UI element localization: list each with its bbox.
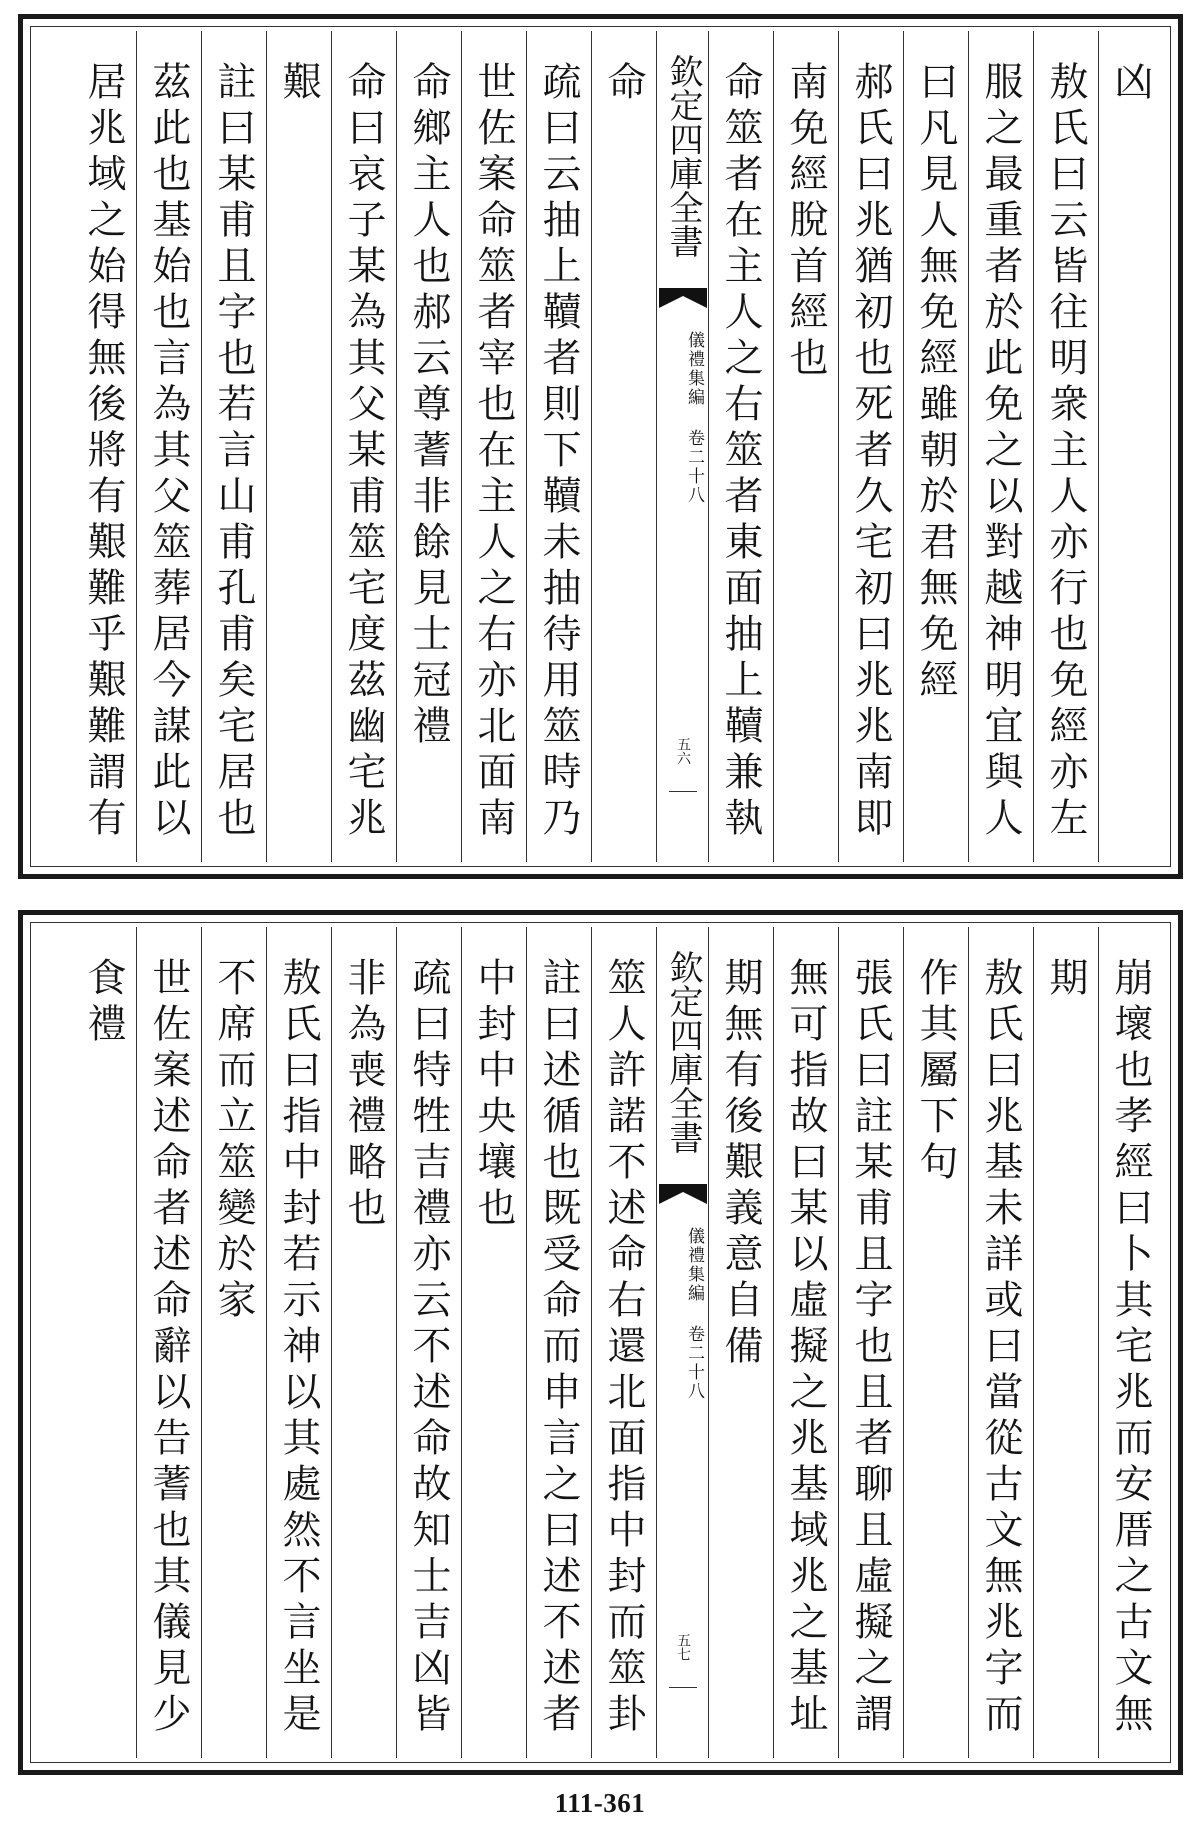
text-column: 命筮者在主人之右筮者東面抽上韇兼執 xyxy=(708,31,773,862)
banner-page-number: 五六 xyxy=(675,737,691,765)
text-column: 艱 xyxy=(266,31,331,862)
text-column: 南免經脫首經也 xyxy=(773,31,838,862)
text-column: 郝氏曰兆猶初也死者久宅初曰兆兆南即 xyxy=(838,31,903,862)
fishtail-ornament-icon xyxy=(657,286,709,316)
banner-subtitle: 儀禮集編 卷二十八 xyxy=(684,331,704,505)
banner-rule xyxy=(669,791,697,792)
text-column: 中封中央壤也 xyxy=(461,927,526,1758)
text-column: 註曰述循也既受命而申言之曰述不述者 xyxy=(526,927,591,1758)
text-column: 疏曰云抽上韇者則下韇未抽待用筮時乃 xyxy=(526,31,591,862)
text-column: 崩壞也孝經曰卜其宅兆而安厝之古文無 xyxy=(1098,927,1163,1758)
text-column: 敖氏曰云皆往明衆主人亦行也免經亦左 xyxy=(1033,31,1098,862)
text-column: 非為喪禮略也 xyxy=(331,927,396,1758)
text-column: 敖氏曰兆基未詳或曰當從古文無兆字而 xyxy=(968,927,1033,1758)
text-column: 命曰哀子某為其父某甫筮宅度茲幽宅兆 xyxy=(331,31,396,862)
page-footer-number: 111-361 xyxy=(554,1788,646,1818)
fishtail-ornament-icon xyxy=(657,1182,709,1212)
text-column: 註曰某甫且字也若言山甫孔甫矣宅居也 xyxy=(201,31,266,862)
text-column: 居兆域之始得無後將有艱難乎艱難謂有 xyxy=(81,61,126,843)
text-column: 食禮 xyxy=(81,957,126,1049)
text-column: 曰凡見人無免經雖朝於君無免經 xyxy=(903,31,968,862)
banner-subtitle: 儀禮集編 卷二十八 xyxy=(684,1227,704,1401)
text-column: 命鄉主人也郝云尊蓍非餘見士冠禮 xyxy=(396,31,461,862)
text-column: 作其屬下句 xyxy=(903,927,968,1758)
text-column: 期無有後艱義意自備 xyxy=(708,927,773,1758)
text-column: 敖氏曰指中封若示神以其處然不言坐是 xyxy=(266,927,331,1758)
text-column: 世佐案命筮者宰也在主人之右亦北面南 xyxy=(461,31,526,862)
bottom-page-panel xyxy=(18,910,1183,1775)
banner-rule xyxy=(669,1687,697,1688)
text-column: 不席而立筮變於家 xyxy=(201,927,266,1758)
text-column: 張氏曰註某甫且字也且者聊且虛擬之謂 xyxy=(838,927,903,1758)
banner-title: 欽定四庫全書 xyxy=(663,54,703,258)
text-column: 命 xyxy=(591,31,656,862)
text-column: 世佐案述命者述命辭以告蓍也其儀見少 xyxy=(136,927,201,1758)
text-column: 茲此也基始也言為其父筮葬居今謀此以 xyxy=(136,31,201,862)
banner-page-number: 五七 xyxy=(675,1633,691,1661)
text-column: 筮人許諾不述命右還北面指中封而筮卦 xyxy=(591,927,656,1758)
text-column: 期 xyxy=(1033,927,1098,1758)
text-column: 凶 xyxy=(1098,31,1163,862)
text-column: 疏曰特牲吉禮亦云不述命故知士吉凶皆 xyxy=(396,927,461,1758)
top-page-panel xyxy=(18,14,1183,879)
fold-banner xyxy=(656,927,708,1758)
text-column: 無可指故曰某以虛擬之兆基域兆之基址 xyxy=(773,927,838,1758)
fold-banner xyxy=(656,31,708,862)
banner-title: 欽定四庫全書 xyxy=(663,950,703,1154)
text-column: 服之最重者於此免之以對越神明宜與人 xyxy=(968,31,1033,862)
